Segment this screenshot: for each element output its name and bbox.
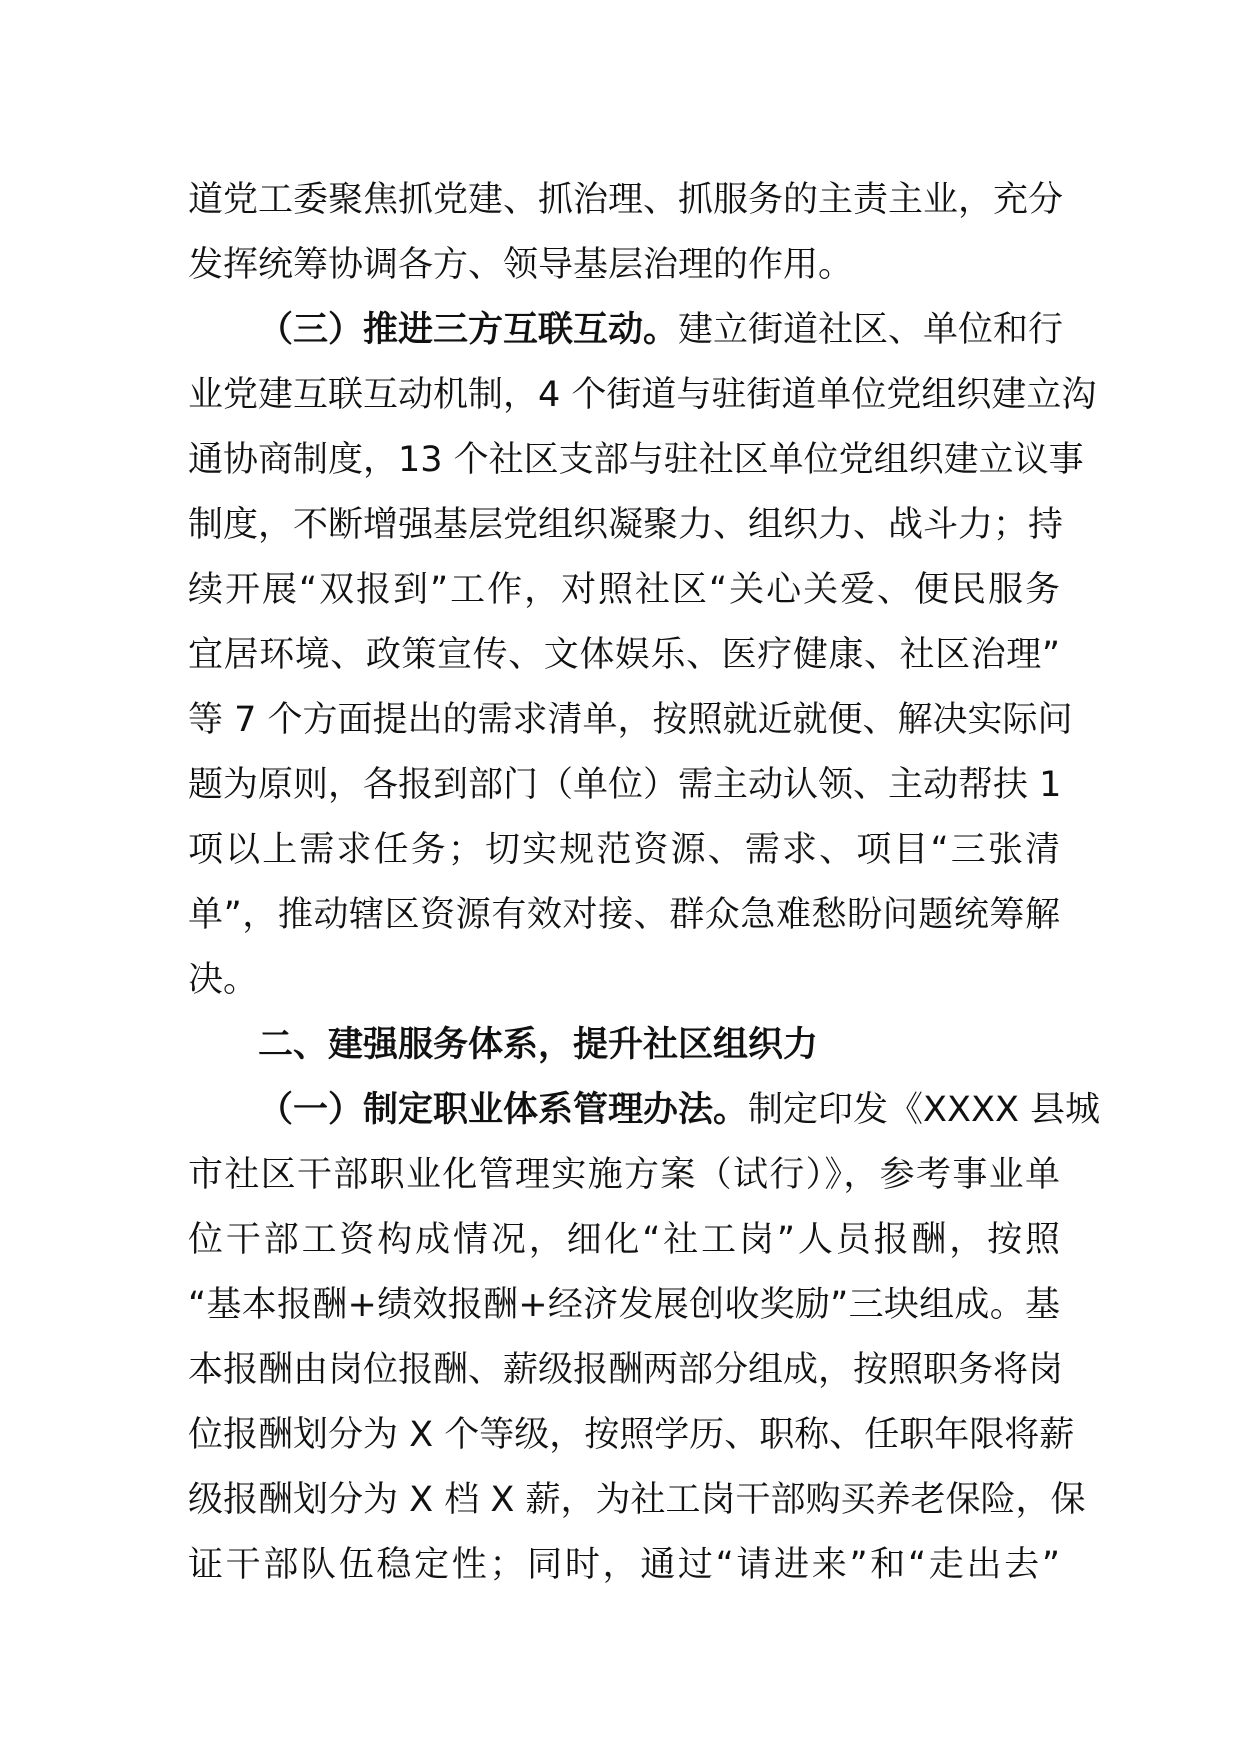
paragraph-line [188, 1338, 1064, 1403]
paragraph-line [188, 1143, 1060, 1208]
line-text: 业党建互联互动机制，4 个街道与驻街道单位党组织建立沟 [188, 375, 1097, 415]
chapter-heading-line [188, 1013, 1060, 1078]
chapter-heading: 二、建强服务体系，提升社区组织力 [258, 1025, 819, 1065]
paragraph-line [188, 428, 1084, 493]
line-text: 级报酬划分为 X 档 X 薪，为社工岗干部购买养老保险，保 [188, 1480, 1086, 1520]
line-text: 市社区干部职业化管理实施方案（试行）》，参考事业单 [188, 1155, 1060, 1195]
line-text: 等 7 个方面提出的需求清单，按照就近就便、解决实际问 [188, 700, 1073, 740]
line-text: 续开展“双报到”工作，对照社区“关心关爱、便民服务 [188, 570, 1060, 610]
line-text: 道党工委聚焦抓党建、抓治理、抓服务的主责主业，充分 [188, 180, 1064, 220]
paragraph-line [188, 558, 1060, 623]
paragraph-line [188, 623, 1060, 688]
line-text: 通协商制度，13 个社区支部与驻社区单位党组织建立议事 [188, 440, 1084, 480]
line-text: “基本报酬+绩效报酬+经济发展创收奖励”三块组成。基 [188, 1285, 1060, 1325]
paragraph-line [188, 233, 1060, 298]
line-text: 题为原则，各报到部门（单位）需主动认领、主动帮扶 1 [188, 765, 1062, 805]
line-text: 决。 [188, 960, 259, 1000]
section-heading: （三）推进三方互联互动。 [258, 310, 679, 350]
paragraph-line [188, 1403, 1075, 1468]
paragraph-line [188, 948, 1060, 1013]
paragraph-line [188, 1533, 1060, 1598]
paragraph-line [188, 1468, 1086, 1533]
paragraph-line [188, 883, 1060, 948]
line-text: 证干部队伍稳定性；同时，通过“请进来”和“走出去” [188, 1545, 1060, 1585]
section-heading-line [188, 1078, 1101, 1143]
line-text: 制度，不断增强基层党组织凝聚力、组织力、战斗力；持 [188, 505, 1064, 545]
paragraph-line [188, 493, 1064, 558]
line-text: 位报酬划分为 X 个等级，按照学历、职称、任职年限将薪 [188, 1415, 1075, 1455]
paragraph-line [188, 1273, 1060, 1338]
paragraph-line [188, 753, 1060, 818]
line-text: 单”，推动辖区资源有效对接、群众急难愁盼问题统筹解 [188, 895, 1060, 935]
section-heading: （一）制定职业体系管理办法。 [258, 1090, 749, 1130]
paragraph-line [188, 818, 1060, 883]
line-text: 本报酬由岗位报酬、薪级报酬两部分组成，按照职务将岗 [188, 1350, 1064, 1390]
line-text: 位干部工资构成情况，细化“社工岗”人员报酬，按照 [188, 1220, 1060, 1260]
line-text: 建立街道社区、单位和行 [678, 310, 1064, 350]
section-heading-line [188, 298, 1064, 363]
line-text: 项以上需求任务；切实规范资源、需求、项目“三张清 [188, 830, 1060, 870]
paragraph-line [188, 688, 1073, 753]
paragraph-line [188, 1208, 1060, 1273]
document-body [188, 168, 1101, 1598]
line-text: 制定印发《XXXX 县城 [748, 1090, 1101, 1130]
line-text: 发挥统筹协调各方、领导基层治理的作用。 [188, 245, 854, 285]
paragraph-line [188, 168, 1064, 233]
line-text: 宜居环境、政策宣传、文体娱乐、医疗健康、社区治理” [188, 635, 1060, 675]
paragraph-line [188, 363, 1097, 428]
